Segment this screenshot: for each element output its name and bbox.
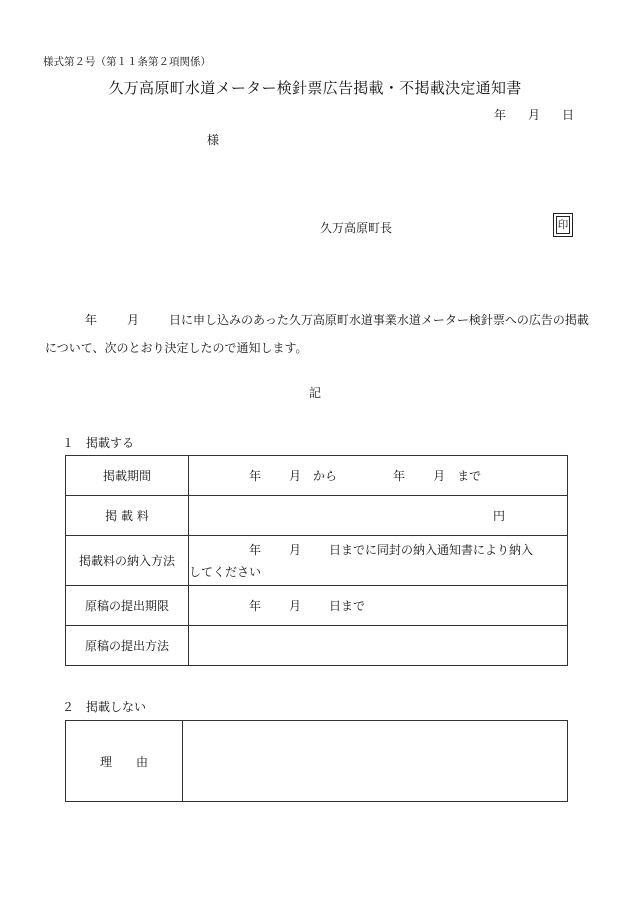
- section-1-heading: [62, 434, 134, 451]
- section-2-number: ２: [62, 700, 75, 714]
- issue-date: [494, 106, 574, 123]
- payment-month: 月: [289, 542, 302, 557]
- table-row: [66, 536, 568, 586]
- period-year-2: 年: [393, 469, 406, 483]
- period-month-1: 月: [289, 469, 302, 483]
- section-1-number: １: [62, 436, 75, 450]
- record-heading: 記: [308, 386, 321, 400]
- payment-year: 年: [249, 542, 262, 557]
- table-row: [66, 586, 568, 626]
- payment-label: 掲載料の納入方法: [66, 536, 189, 586]
- section-2-heading: [62, 698, 146, 715]
- fee-label: 掲 載 料: [66, 496, 189, 536]
- form-number: 様式第２号（第１１条第２項関係）: [43, 56, 211, 68]
- deadline-day-until: 日まで: [329, 599, 366, 613]
- table-row: [66, 456, 568, 496]
- method-value: [189, 626, 568, 666]
- reason-value: [183, 721, 568, 802]
- date-day: 日: [562, 108, 575, 122]
- not-publish-table: [65, 720, 568, 802]
- deadline-month: 月: [289, 599, 302, 613]
- period-until: まで: [457, 469, 482, 483]
- reason-label: 理 由: [66, 721, 183, 802]
- period-from: から: [313, 469, 338, 483]
- fee-unit: 円: [492, 509, 505, 523]
- seal-mark: 印: [556, 216, 570, 234]
- addressee-honorific: 様: [207, 133, 220, 147]
- method-label: 原稿の提出方法: [66, 626, 189, 666]
- payment-text-1: 日までに同封の納入通知書により納入: [329, 542, 534, 557]
- date-month: 月: [528, 108, 541, 122]
- body-year: 年: [85, 313, 98, 327]
- table-row: [66, 721, 568, 802]
- seal-box: [553, 213, 573, 237]
- issuer-name: 久万高原町長: [320, 221, 393, 235]
- publish-details-table: [65, 455, 568, 666]
- payment-value: [189, 536, 568, 586]
- payment-text-2: してください: [189, 564, 262, 579]
- table-row: [66, 496, 568, 536]
- body-month: 月: [127, 313, 140, 327]
- table-row: [66, 626, 568, 666]
- period-year-1: 年: [249, 469, 262, 483]
- deadline-label: 原稿の提出期限: [66, 586, 189, 626]
- deadline-year: 年: [249, 599, 262, 613]
- period-label: 掲載期間: [66, 456, 189, 496]
- body-text: 日に申し込みのあった久万高原町水道事業水道メーター検針票への広告の掲載について、次のとおり決定したので通知します。: [45, 313, 589, 355]
- period-value: [189, 456, 568, 496]
- fee-value: [189, 496, 568, 536]
- date-year: 年: [494, 108, 507, 122]
- section-1-title: 掲載する: [86, 436, 135, 450]
- section-2-title: 掲載しない: [86, 700, 147, 714]
- deadline-value: [189, 586, 568, 626]
- period-month-2: 月: [433, 469, 446, 483]
- document-title: 久万高原町水道メーター検針票広告掲載・不掲載決定通知書: [108, 79, 522, 97]
- notice-body: [45, 306, 593, 362]
